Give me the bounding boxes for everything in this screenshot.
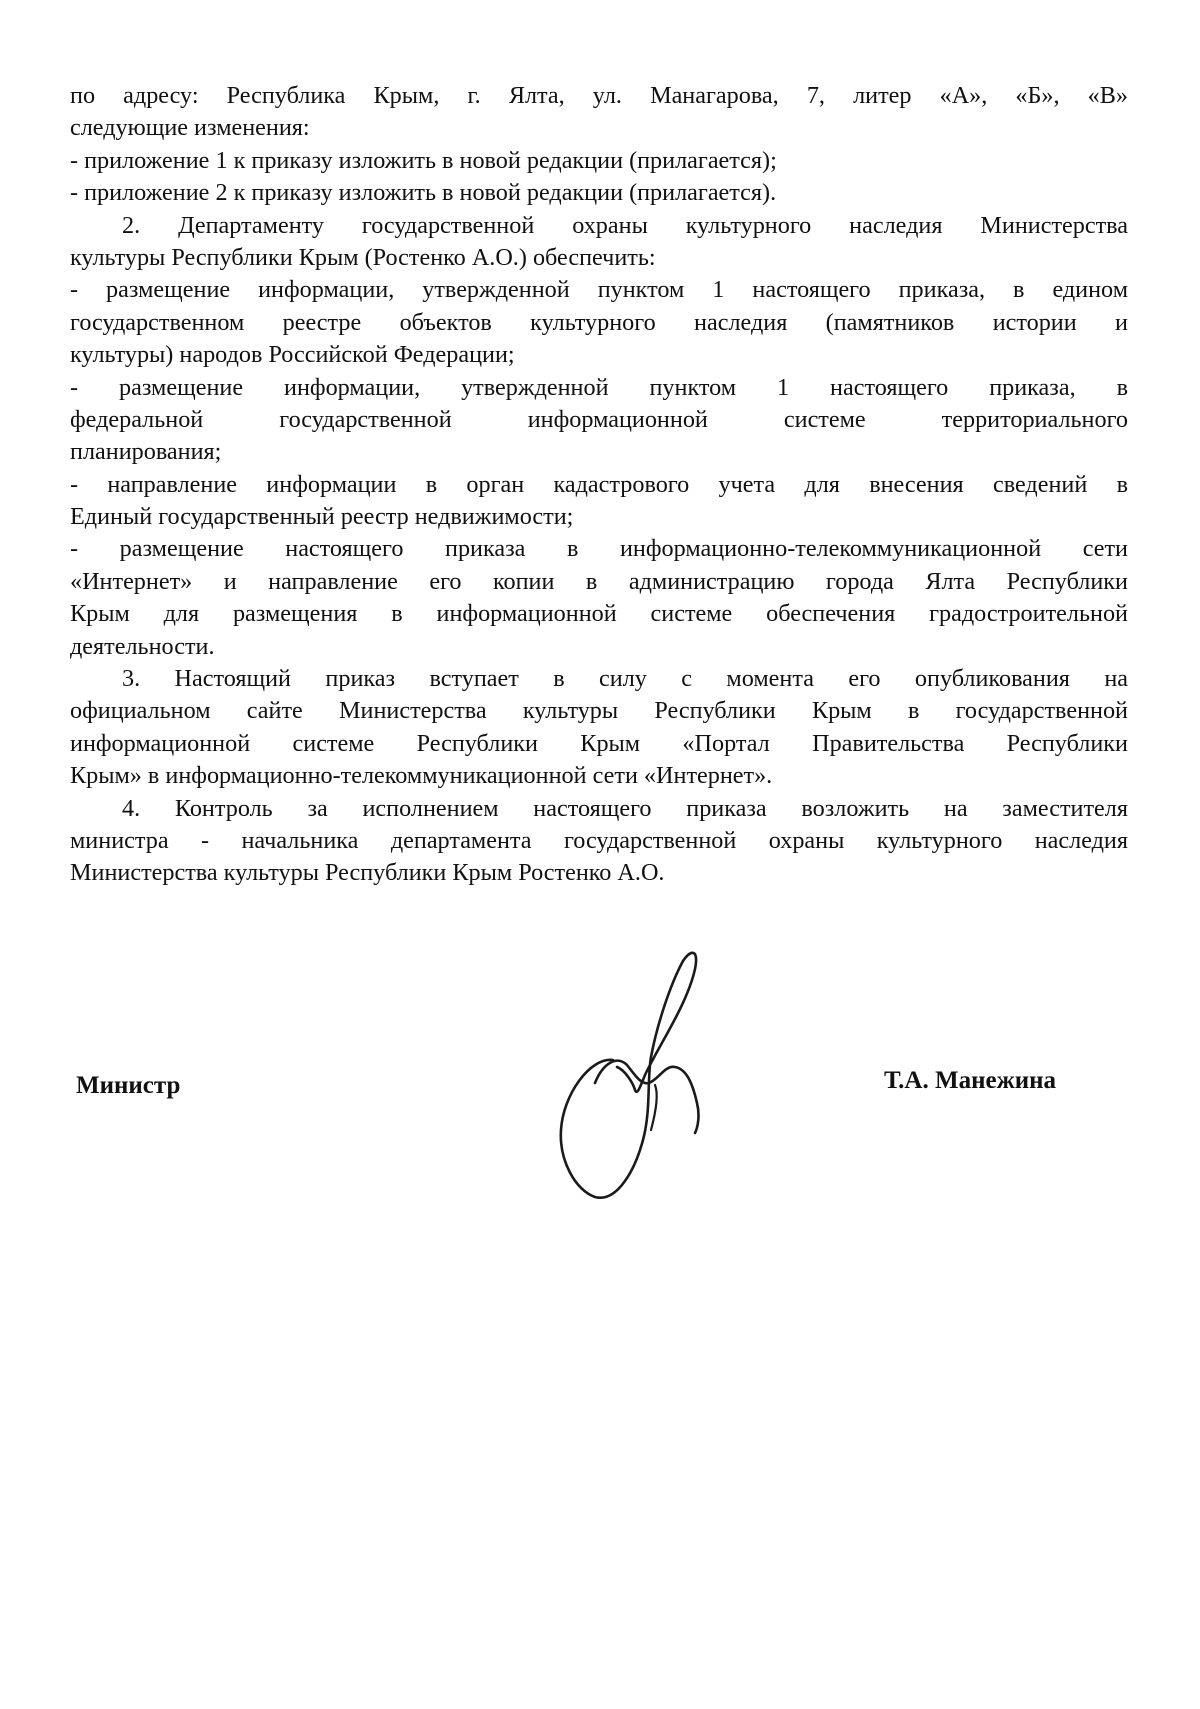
text-line: Крым для размещения в информационной системе обеспечения градостроительной — [70, 600, 1128, 628]
text-line: - размещение информации, утвержденной пунктом 1 настоящего приказа, в едином — [70, 276, 1128, 304]
text-line: следующие изменения: — [70, 114, 310, 142]
document-body — [70, 80, 1128, 890]
text-line: - приложение 2 к приказу изложить в новой редакции (прилагается). — [70, 179, 777, 207]
paragraph-4-line: 4. Контроль за исполнением настоящего приказа возложить на заместителя — [122, 794, 1128, 822]
text-line: - размещение настоящего приказа в информационно-телекоммуникационной сети — [70, 535, 1128, 563]
handwritten-signature — [555, 945, 745, 1205]
signatory-name: Т.А. Манежина — [884, 1067, 1057, 1094]
text-line: - приложение 1 к приказу изложить в новой редакции (прилагается); — [70, 146, 777, 174]
text-line: «Интернет» и направление его копии в администрацию города Ялта Республики — [70, 567, 1128, 595]
text-line: - размещение информации, утвержденной пунктом 1 настоящего приказа, в — [70, 373, 1128, 401]
text-line: планирования; — [70, 438, 222, 466]
text-line: по адресу: Республика Крым, г. Ялта, ул. Манагарова, 7, литер «А», «Б», «В» — [70, 82, 1128, 109]
text-line: Крым» в информационно-телекоммуникационной сети «Интернет». — [70, 762, 773, 790]
text-line: официальном сайте Министерства культуры Республики Крым в государственной — [70, 697, 1128, 725]
text-line: министра - начальника департамента государственной охраны культурного наследия — [70, 826, 1128, 854]
paragraph-3-line: 3. Настоящий приказ вступает в силу с момента его опубликования на — [122, 665, 1128, 693]
text-line: государственном реестре объектов культурного наследия (памятников истории и — [70, 308, 1128, 336]
text-line: Министерства культуры Республики Крым Ростенко А.О. — [70, 859, 665, 887]
text-line: информационной системе Республики Крым «Портал Правительства Республики — [70, 729, 1128, 757]
paragraph-2-line: 2. Департаменту государственной охраны культурного наследия Министерства — [122, 211, 1128, 239]
text-line: федеральной государственной информационной системе территориального — [70, 405, 1128, 433]
signatory-title: Министр — [76, 1072, 181, 1099]
text-line: культуры) народов Российской Федерации; — [70, 341, 515, 369]
text-line: - направление информации в орган кадастрового учета для внесения сведений в — [70, 470, 1128, 498]
text-line: Единый государственный реестр недвижимости; — [70, 503, 574, 531]
text-line: культуры Республики Крым (Ростенко А.О.) обеспечить: — [70, 243, 656, 271]
text-line: деятельности. — [70, 632, 215, 660]
